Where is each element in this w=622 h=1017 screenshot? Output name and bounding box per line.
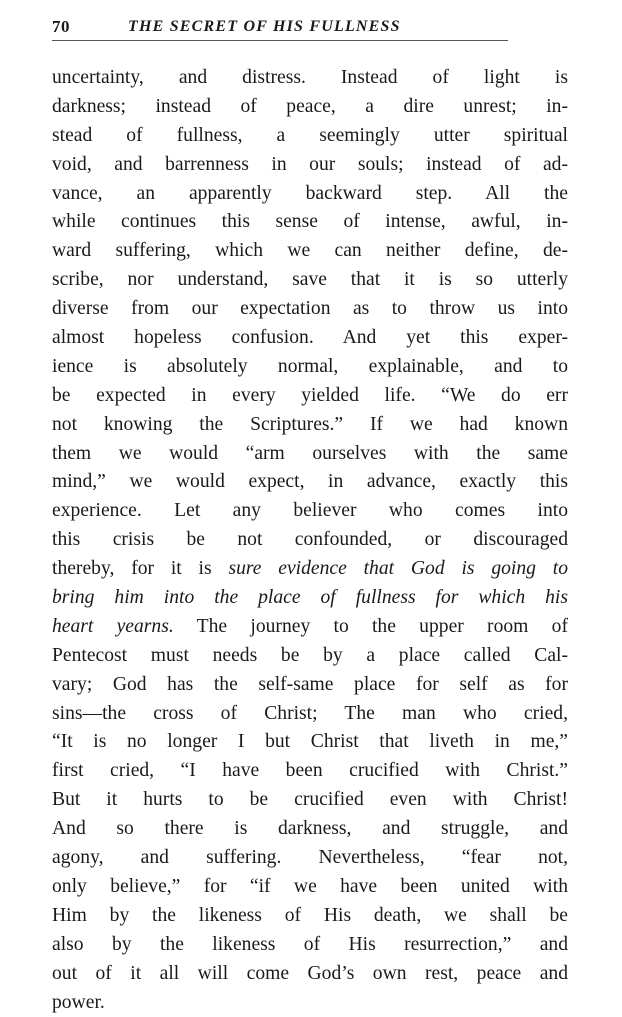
- text-line: [52, 266, 568, 295]
- text-segment: stead of fullness, a seemingly utter spiritual: [52, 125, 568, 146]
- text-line: [52, 324, 568, 353]
- text-segment: while continues this sense of intense, awful, in-: [52, 211, 568, 232]
- text-line: [52, 295, 568, 324]
- text-segment: also by the likeness of His resurrection,” and: [52, 934, 568, 955]
- text-segment: scribe, nor understand, save that it is so utterly: [52, 269, 568, 290]
- body-paragraph: [52, 64, 568, 1017]
- text-segment: this crisis be not confounded, or discouraged: [52, 529, 568, 550]
- text-line: [52, 671, 568, 700]
- text-line: [52, 613, 568, 642]
- text-segment: not knowing the Scriptures.” If we had known: [52, 414, 568, 435]
- text-line: [52, 555, 568, 584]
- text-line: [52, 931, 568, 960]
- text-segment: But it hurts to be crucified even with Christ!: [52, 789, 568, 810]
- text-line: [52, 526, 568, 555]
- running-title: THE SECRET OF HIS FULLNESS: [128, 18, 401, 36]
- text-segment: out of it all will come God’s own rest, peace and: [52, 963, 568, 984]
- text-line: [52, 151, 568, 180]
- text-line: [52, 497, 568, 526]
- text-line: [52, 180, 568, 209]
- text-segment: ward suffering, which we can neither define, de-: [52, 240, 568, 261]
- text-line: [52, 208, 568, 237]
- text-segment: thereby, for it is: [52, 558, 228, 579]
- text-segment: power.: [52, 992, 105, 1013]
- text-line: [52, 844, 568, 873]
- text-line: [52, 122, 568, 151]
- text-line: [52, 382, 568, 411]
- text-line: [52, 728, 568, 757]
- text-line: [52, 584, 568, 613]
- text-segment: ience is absolutely normal, explainable, and to: [52, 356, 568, 377]
- text-segment: void, and barrenness in our souls; instead of ad-: [52, 154, 568, 175]
- text-line: [52, 815, 568, 844]
- text-line: [52, 960, 568, 989]
- text-segment: Pentecost must needs be by a place called Cal-: [52, 645, 568, 666]
- text-line: [52, 468, 568, 497]
- italic-text-segment: sure evidence that God is going to: [228, 558, 568, 579]
- text-segment: mind,” we would expect, in advance, exactly this: [52, 471, 568, 492]
- text-line: [52, 902, 568, 931]
- text-line: [52, 440, 568, 469]
- text-line: [52, 786, 568, 815]
- italic-text-segment: heart yearns.: [52, 616, 174, 637]
- text-segment: sins—the cross of Christ; The man who cried,: [52, 703, 568, 724]
- text-segment: darkness; instead of peace, a dire unrest; in-: [52, 96, 568, 117]
- text-line: [52, 411, 568, 440]
- text-line: [52, 642, 568, 671]
- text-line: [52, 757, 568, 786]
- text-line: [52, 700, 568, 729]
- text-segment: first cried, “I have been crucified with Christ.”: [52, 760, 568, 781]
- text-segment: And so there is darkness, and struggle, and: [52, 818, 568, 839]
- page-number: 70: [52, 17, 70, 37]
- text-segment: them we would “arm ourselves with the same: [52, 443, 568, 464]
- text-segment: agony, and suffering. Nevertheless, “fear not,: [52, 847, 568, 868]
- text-segment: be expected in every yielded life. “We do err: [52, 385, 568, 406]
- text-line: [52, 237, 568, 266]
- text-segment: “It is no longer I but Christ that liveth in me,”: [52, 731, 568, 752]
- text-segment: Him by the likeness of His death, we shall be: [52, 905, 568, 926]
- text-segment: diverse from our expectation as to throw us into: [52, 298, 568, 319]
- text-segment: vance, an apparently backward step. All the: [52, 183, 568, 204]
- text-segment: vary; God has the self-same place for self as for: [52, 674, 568, 695]
- page-header: [52, 16, 508, 41]
- text-line: [52, 873, 568, 902]
- italic-text-segment: bring him into the place of fullness for which his: [52, 587, 568, 608]
- text-segment: uncertainty, and distress. Instead of light is: [52, 67, 568, 88]
- text-segment: experience. Let any believer who comes into: [52, 500, 568, 521]
- text-segment: only believe,” for “if we have been united with: [52, 876, 568, 897]
- text-line: [52, 989, 568, 1017]
- text-line: [52, 93, 568, 122]
- text-segment: almost hopeless confusion. And yet this exper-: [52, 327, 568, 348]
- text-segment: The journey to the upper room of: [174, 616, 568, 637]
- text-line: [52, 64, 568, 93]
- text-line: [52, 353, 568, 382]
